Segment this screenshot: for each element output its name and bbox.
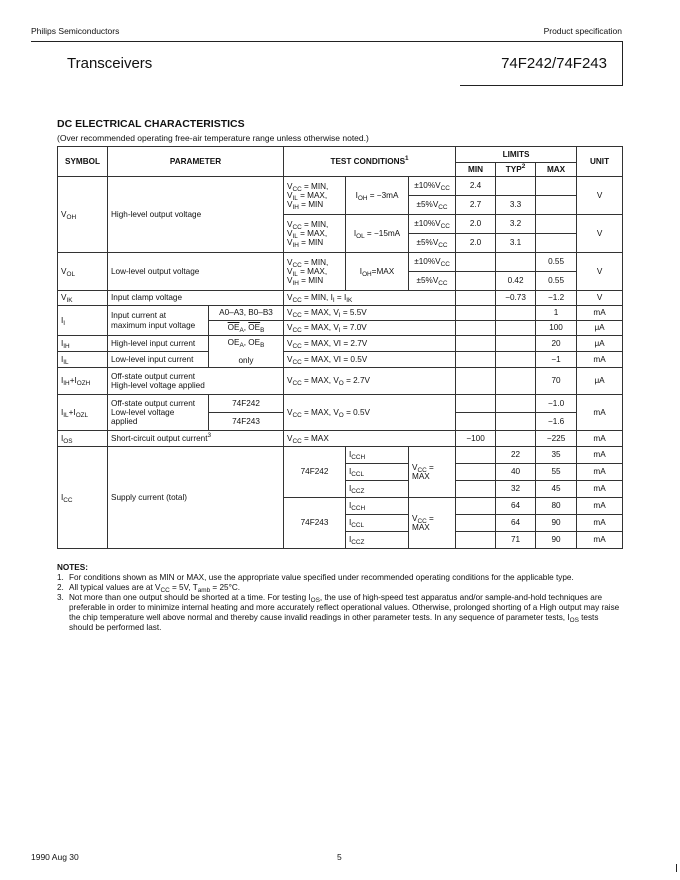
iil-min bbox=[456, 352, 496, 368]
iil-symbol: $I_{IL}$ bbox=[58, 352, 108, 368]
voh-max bbox=[536, 177, 577, 196]
voh-typ: 3.3 bbox=[496, 196, 536, 215]
header-rule-vertical bbox=[622, 41, 623, 85]
icc-min bbox=[456, 498, 496, 515]
ii-min-b bbox=[456, 321, 496, 336]
ii-pins-b: $\overline{OE}_A$, $\overline{OE}_B$ bbox=[209, 321, 284, 336]
ii-min-a bbox=[456, 306, 496, 321]
iih-max: 20 bbox=[536, 336, 577, 352]
min-header: MIN bbox=[456, 163, 496, 177]
iozl-typ-a bbox=[496, 395, 536, 413]
icc-typ: 32 bbox=[496, 481, 536, 498]
part-number: 74F242/74F243 bbox=[501, 55, 607, 72]
vol-parameter: Low-level output voltage bbox=[108, 253, 284, 291]
vol-symbol: $V_{OL}$ bbox=[58, 253, 108, 291]
ii-symbol: $I_I$ bbox=[58, 306, 108, 336]
icc-max: 45 bbox=[536, 481, 577, 498]
iozh-min bbox=[456, 368, 496, 395]
voh-min: 2.7 bbox=[456, 196, 496, 215]
table-row bbox=[58, 431, 623, 447]
iozl-max-a: −1.0 bbox=[536, 395, 577, 413]
icc-cond-b: $V_{CC}$ = MAX bbox=[409, 498, 456, 549]
iih-cond: $V_{CC}$ = MAX, VI = 2.7V bbox=[284, 336, 456, 352]
icc-parameter: Supply current (total) bbox=[108, 447, 284, 549]
icc-min bbox=[456, 481, 496, 498]
ii-max-b: 100 bbox=[536, 321, 577, 336]
vol-typ bbox=[496, 253, 536, 272]
footer-date: 1990 Aug 30 bbox=[31, 852, 79, 862]
table-row bbox=[58, 291, 623, 306]
iil-cond: $V_{CC}$ = MAX, VI = 0.5V bbox=[284, 352, 456, 368]
icc-min bbox=[456, 464, 496, 481]
notes-section bbox=[57, 563, 623, 633]
iozl-max-b: −1.6 bbox=[536, 413, 577, 431]
icc-max: 90 bbox=[536, 515, 577, 532]
iozh-cond: $V_{CC}$ = MAX, $V_O = 2.7V$ bbox=[284, 368, 456, 395]
ii-parameter: Input current at maximum input voltage bbox=[108, 306, 209, 336]
ios-symbol: $I_{OS}$ bbox=[58, 431, 108, 447]
table-row bbox=[58, 395, 623, 413]
icc-sub-b3: $I_{CCZ}$ bbox=[346, 532, 409, 549]
vol-min bbox=[456, 253, 496, 272]
iil-parameter: Low-level input current bbox=[108, 352, 209, 368]
vol-tol5: $\pm 5\%V_{CC}$ bbox=[409, 272, 456, 291]
voh-max bbox=[536, 196, 577, 215]
table-row bbox=[58, 352, 623, 368]
iozl-cond: $V_{CC}$ = MAX, $V_O = 0.5V$ bbox=[284, 395, 456, 431]
iil-unit: mA bbox=[577, 352, 623, 368]
vol-iol: $I_{OH}=MAX$ bbox=[346, 253, 409, 291]
section-title: DC ELECTRICAL CHARACTERISTICS bbox=[57, 118, 245, 130]
voh-ioh-3ma: $I_{OH} = -3mA$ bbox=[346, 177, 409, 215]
icc-typ: 64 bbox=[496, 498, 536, 515]
vik-typ: −0.73 bbox=[496, 291, 536, 306]
iozl-min-b bbox=[456, 413, 496, 431]
iozh-parameter: Off-state output current High-level voltage applied bbox=[108, 368, 284, 395]
vik-symbol: $V_{IK}$ bbox=[58, 291, 108, 306]
test-conditions-header: TEST CONDITIONS$^1$ bbox=[284, 147, 456, 177]
voh-typ: 3.2 bbox=[496, 215, 536, 234]
iil-typ bbox=[496, 352, 536, 368]
voh-unit: V bbox=[577, 215, 623, 253]
table-row bbox=[58, 253, 623, 272]
voh-min: 2.0 bbox=[456, 234, 496, 253]
ii-unit-a: mA bbox=[577, 306, 623, 321]
icc-unit: mA bbox=[577, 481, 623, 498]
voh-cond-a: $V_{CC}$ = MIN, $V_{IL}$ = MAX, $V_{IH}$ = MIN bbox=[284, 177, 346, 215]
ios-cond: $V_{CC}$ = MAX bbox=[284, 431, 456, 447]
icc-typ: 22 bbox=[496, 447, 536, 464]
voh-tol10-b: $\pm 10\%V_{CC}$ bbox=[409, 215, 456, 234]
ii-pins-a: A0–A3, B0–B3 bbox=[209, 306, 284, 321]
icc-unit: mA bbox=[577, 515, 623, 532]
icc-typ: 40 bbox=[496, 464, 536, 481]
icc-unit: mA bbox=[577, 498, 623, 515]
note-1: 1. For conditions shown as MIN or MAX, use the appropriate value specified under recommended operating conditions for the applicable type. bbox=[57, 573, 574, 582]
iozh-unit: μA bbox=[577, 368, 623, 395]
crop-mark bbox=[676, 864, 677, 872]
company-name: Philips Semiconductors bbox=[31, 26, 120, 36]
vol-cond: $V_{CC}$ = MIN, $V_{IL}$ = MAX, $V_{IH}$ = MIN bbox=[284, 253, 346, 291]
ii-max-a: 1 bbox=[536, 306, 577, 321]
ii-unit-b: μA bbox=[577, 321, 623, 336]
iozh-symbol: $I_{IH}+I_{OZH}$ bbox=[58, 368, 108, 395]
iih-iil-pins: $OE_A$, $OE_B$ only bbox=[209, 336, 284, 368]
voh-parameter: High-level output voltage bbox=[108, 177, 284, 253]
vol-max: 0.55 bbox=[536, 253, 577, 272]
vol-min bbox=[456, 272, 496, 291]
ios-unit: mA bbox=[577, 431, 623, 447]
vik-max: −1.2 bbox=[536, 291, 577, 306]
voh-symbol: $V_{OH}$ bbox=[58, 177, 108, 253]
symbol-header: SYMBOL bbox=[58, 147, 108, 177]
icc-sub-a2: $I_{CCL}$ bbox=[346, 464, 409, 481]
voh-tol10-a: $\pm 10\%V_{CC}$ bbox=[409, 177, 456, 196]
icc-sub-a3: $I_{CCZ}$ bbox=[346, 481, 409, 498]
icc-typ: 64 bbox=[496, 515, 536, 532]
iozh-typ bbox=[496, 368, 536, 395]
unit-header: UNIT bbox=[577, 147, 623, 177]
icc-device-b: 74F243 bbox=[284, 498, 346, 549]
ii-typ-a bbox=[496, 306, 536, 321]
icc-max: 55 bbox=[536, 464, 577, 481]
iih-symbol: $I_{IH}$ bbox=[58, 336, 108, 352]
icc-device-a: 74F242 bbox=[284, 447, 346, 498]
notes-title: NOTES: bbox=[57, 563, 88, 572]
dc-characteristics-table bbox=[57, 146, 623, 549]
icc-sub-b1: $I_{CCH}$ bbox=[346, 498, 409, 515]
voh-min: 2.4 bbox=[456, 177, 496, 196]
page-number: 5 bbox=[337, 852, 342, 862]
ios-max: −225 bbox=[536, 431, 577, 447]
voh-typ: 3.1 bbox=[496, 234, 536, 253]
icc-sub-b2: $I_{CCL}$ bbox=[346, 515, 409, 532]
vik-parameter: Input clamp voltage bbox=[108, 291, 284, 306]
icc-min bbox=[456, 515, 496, 532]
vol-typ: 0.42 bbox=[496, 272, 536, 291]
icc-min bbox=[456, 532, 496, 549]
vol-unit: V bbox=[577, 253, 623, 291]
ii-typ-b bbox=[496, 321, 536, 336]
iih-unit: μA bbox=[577, 336, 623, 352]
voh-cond-b: $V_{CC}$ = MIN, $V_{IL}$ = MAX, $V_{IH}$ = MIN bbox=[284, 215, 346, 253]
voh-unit: V bbox=[577, 177, 623, 215]
iih-parameter: High-level input current bbox=[108, 336, 209, 352]
table-row bbox=[58, 368, 623, 395]
typ-header: TYP$^2$ bbox=[496, 163, 536, 177]
iozl-device-b: 74F243 bbox=[209, 413, 284, 431]
voh-tol5-a: $\pm 5\%V_{CC}$ bbox=[409, 196, 456, 215]
icc-unit: mA bbox=[577, 447, 623, 464]
note-2: 2. All typical values are at $V_{CC} = 5V$, $T_{amb} = 25^\circ C$. bbox=[57, 583, 241, 594]
table-row bbox=[58, 447, 623, 464]
document-type: Product specification bbox=[543, 26, 622, 36]
vik-cond: $V_{CC}$ = MIN, $I_I = I_{IK}$ bbox=[284, 291, 456, 306]
icc-cond-a: $V_{CC}$ = MAX bbox=[409, 447, 456, 498]
table-row bbox=[58, 336, 623, 352]
section-subtitle: (Over recommended operating free-air temperature range unless otherwise noted.) bbox=[57, 133, 369, 143]
voh-typ bbox=[496, 177, 536, 196]
vik-unit: V bbox=[577, 291, 623, 306]
table-row bbox=[58, 306, 623, 321]
icc-max: 35 bbox=[536, 447, 577, 464]
iozl-typ-b bbox=[496, 413, 536, 431]
voh-min: 2.0 bbox=[456, 215, 496, 234]
table-header-row bbox=[58, 147, 623, 163]
icc-max: 80 bbox=[536, 498, 577, 515]
voh-tol5-b: $\pm 5\%V_{CC}$ bbox=[409, 234, 456, 253]
iozl-unit: mA bbox=[577, 395, 623, 431]
voh-max bbox=[536, 215, 577, 234]
iozl-min-a bbox=[456, 395, 496, 413]
max-header: MAX bbox=[536, 163, 577, 177]
iil-max: −1 bbox=[536, 352, 577, 368]
parameter-header: PARAMETER bbox=[108, 147, 284, 177]
vol-tol10: $\pm 10\%V_{CC}$ bbox=[409, 253, 456, 272]
icc-unit: mA bbox=[577, 464, 623, 481]
voh-ioh-15ma: $I_{OL} = -15mA$ bbox=[346, 215, 409, 253]
header-rule-top bbox=[31, 41, 622, 42]
vik-min bbox=[456, 291, 496, 306]
iozl-symbol: $I_{IL}+I_{OZL}$ bbox=[58, 395, 108, 431]
icc-symbol: $I_{CC}$ bbox=[58, 447, 108, 549]
icc-typ: 71 bbox=[496, 532, 536, 549]
vol-max: 0.55 bbox=[536, 272, 577, 291]
ii-cond-a: $V_{CC}$ = MAX, $V_I = 5.5V$ bbox=[284, 306, 456, 321]
table-row bbox=[58, 177, 623, 196]
note-3: 3. Not more than one output should be shorted at a time. For testing $I_{OS}$, the use of high-speed test apparatus and/or sample-and-hold techniques are preferable in order to minimize internal heating and more accurately reflect operational values. Otherwise, prolonged shorting of a High output may raise the chip temperature well above normal and thereby cause invalid readings in other parameter tests. In any sequence of parameter tests, $I_{OS}$ tests should be performed last. bbox=[57, 593, 620, 632]
iih-min bbox=[456, 336, 496, 352]
icc-min bbox=[456, 447, 496, 464]
icc-sub-a1: $I_{CCH}$ bbox=[346, 447, 409, 464]
ios-typ bbox=[496, 431, 536, 447]
icc-max: 90 bbox=[536, 532, 577, 549]
iozl-device-a: 74F242 bbox=[209, 395, 284, 413]
voh-max bbox=[536, 234, 577, 253]
page-title: Transceivers bbox=[67, 55, 153, 72]
iozh-max: 70 bbox=[536, 368, 577, 395]
icc-unit: mA bbox=[577, 532, 623, 549]
ios-parameter: Short-circuit output current$^3$ bbox=[108, 431, 284, 447]
ios-min: −100 bbox=[456, 431, 496, 447]
limits-header: LIMITS bbox=[456, 147, 577, 163]
header-rule-bottom bbox=[460, 85, 623, 86]
ii-cond-b: $V_{CC}$ = MAX, $V_I = 7.0V$ bbox=[284, 321, 456, 336]
iih-typ bbox=[496, 336, 536, 352]
iozl-parameter: Off-state output current Low-level voltage applied bbox=[108, 395, 209, 431]
